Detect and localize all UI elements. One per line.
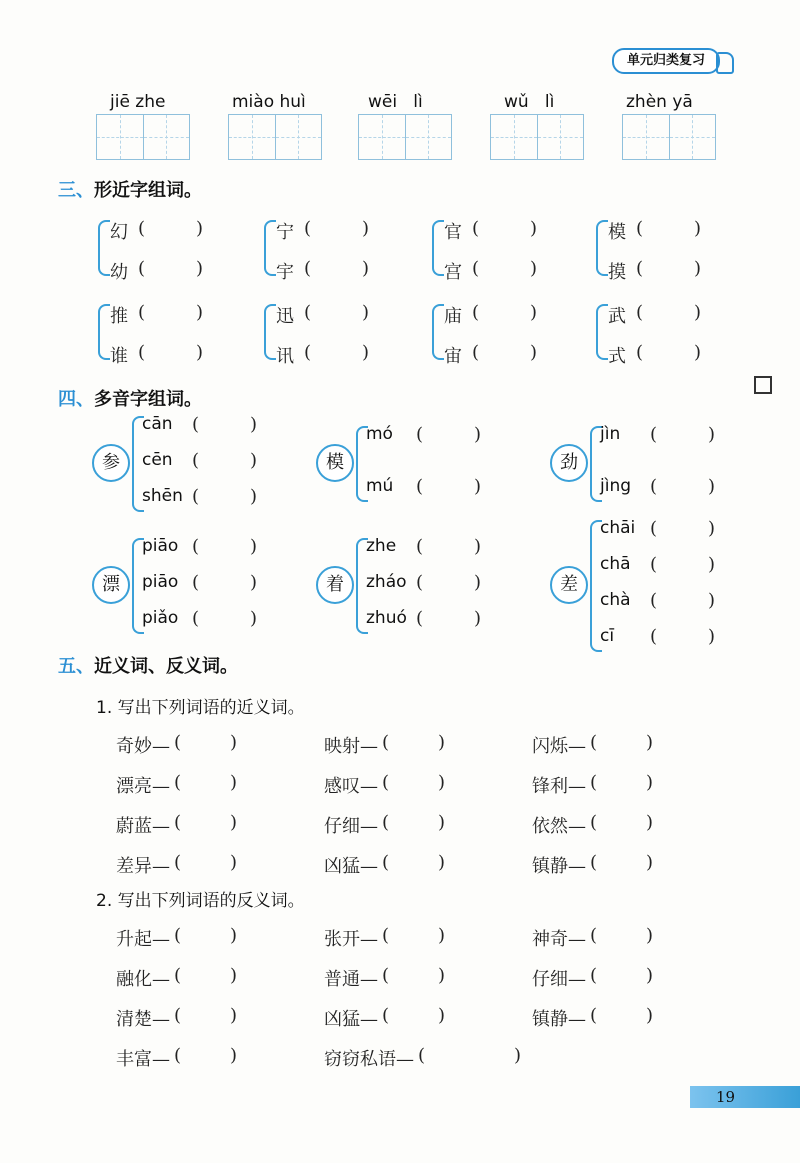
- answer-paren-close[interactable]: ): [438, 772, 446, 793]
- answer-paren-open: (: [590, 852, 598, 873]
- answer-paren-close[interactable]: ): [646, 965, 654, 986]
- answer-paren-open: (: [650, 424, 658, 445]
- answer-paren-open: (: [304, 302, 312, 323]
- pinyin-reading: mú: [366, 476, 394, 496]
- word-prompt: 锋利—: [532, 776, 586, 797]
- answer-paren-close[interactable]: ): [530, 302, 538, 323]
- answer-paren-open: (: [472, 258, 480, 279]
- answer-paren-close[interactable]: ): [474, 476, 482, 497]
- answer-paren-close[interactable]: ): [646, 732, 654, 753]
- answer-paren-close[interactable]: ): [646, 812, 654, 833]
- pinyin-label: wēi lì: [368, 92, 423, 112]
- answer-paren-open: (: [174, 1045, 182, 1066]
- answer-paren-close[interactable]: ): [474, 424, 482, 445]
- char: 宫: [444, 262, 462, 283]
- char: 宁: [276, 222, 294, 243]
- section-5-heading: 五、近义词、反义词。: [58, 656, 238, 677]
- brace: [98, 220, 110, 276]
- answer-paren-open: (: [138, 218, 146, 239]
- answer-paren-open: (: [636, 218, 644, 239]
- answer-paren-open: (: [636, 302, 644, 323]
- answer-paren-close[interactable]: ): [694, 342, 702, 363]
- answer-paren-open: (: [138, 342, 146, 363]
- word-prompt: 漂亮—: [116, 776, 170, 797]
- pinyin-reading: chà: [600, 590, 631, 610]
- answer-paren-open: (: [304, 258, 312, 279]
- answer-paren-open: (: [304, 218, 312, 239]
- answer-paren-open: (: [472, 342, 480, 363]
- word-prompt: 闪烁—: [532, 736, 586, 757]
- answer-paren-close[interactable]: ): [196, 302, 204, 323]
- answer-paren-open: (: [650, 626, 658, 647]
- char: 迅: [276, 306, 294, 327]
- char-flower: 劲: [550, 444, 588, 482]
- answer-paren-close[interactable]: ): [196, 342, 204, 363]
- word-prompt: 映射—: [324, 736, 378, 757]
- word-prompt: 蔚蓝—: [116, 816, 170, 837]
- answer-paren-open: (: [382, 965, 390, 986]
- answer-paren-open: (: [192, 450, 200, 471]
- pinyin-reading: piǎo: [142, 608, 179, 628]
- answer-paren-close[interactable]: ): [474, 608, 482, 629]
- char-flower: 着: [316, 566, 354, 604]
- answer-paren-close[interactable]: ): [362, 342, 370, 363]
- answer-paren-close[interactable]: ): [530, 342, 538, 363]
- pinyin-reading: shēn: [142, 486, 183, 506]
- word-prompt: 镇静—: [532, 1009, 586, 1030]
- answer-paren-open: (: [192, 414, 200, 435]
- answer-paren-close[interactable]: ): [230, 772, 238, 793]
- char: 模: [608, 222, 626, 243]
- page-number-bar: [690, 1086, 800, 1108]
- pinyin-reading: piāo: [142, 536, 179, 556]
- answer-paren-close[interactable]: ): [438, 965, 446, 986]
- answer-paren-close[interactable]: ): [438, 1005, 446, 1026]
- char: 幻: [110, 222, 128, 243]
- answer-paren-close[interactable]: ): [438, 852, 446, 873]
- word-prompt: 感叹—: [324, 776, 378, 797]
- answer-paren-open: (: [472, 302, 480, 323]
- answer-paren-close[interactable]: ): [694, 218, 702, 239]
- answer-paren-open: (: [304, 342, 312, 363]
- word-prompt: 神奇—: [532, 929, 586, 950]
- writing-grid[interactable]: [622, 114, 716, 160]
- answer-paren-open: (: [174, 925, 182, 946]
- answer-paren-open: (: [192, 486, 200, 507]
- answer-paren-close[interactable]: ): [230, 812, 238, 833]
- answer-paren-open: (: [174, 852, 182, 873]
- answer-paren-open: (: [192, 536, 200, 557]
- pinyin-label: miào huì: [232, 92, 306, 112]
- char: 官: [444, 222, 462, 243]
- brace: [264, 220, 276, 276]
- answer-paren-open: (: [192, 572, 200, 593]
- answer-paren-open: (: [416, 536, 424, 557]
- answer-paren-close[interactable]: ): [514, 1045, 522, 1066]
- answer-paren-open: (: [590, 732, 598, 753]
- char: 庙: [444, 306, 462, 327]
- brace: [98, 304, 110, 360]
- char: 式: [608, 346, 626, 367]
- word-prompt: 仔细—: [324, 816, 378, 837]
- pinyin-reading: mó: [366, 424, 393, 444]
- pinyin-reading: zháo: [366, 572, 407, 592]
- answer-paren-open: (: [590, 965, 598, 986]
- answer-paren-open: (: [382, 852, 390, 873]
- qr-code-icon: [754, 376, 772, 394]
- char: 摸: [608, 262, 626, 283]
- char-flower: 漂: [92, 566, 130, 604]
- word-prompt: 仔细—: [532, 969, 586, 990]
- pinyin-reading: zhe: [366, 536, 397, 556]
- answer-paren-close[interactable]: ): [474, 572, 482, 593]
- char: 讯: [276, 346, 294, 367]
- char-flower: 差: [550, 566, 588, 604]
- brace: [264, 304, 276, 360]
- word-prompt: 凶猛—: [324, 856, 378, 877]
- word-prompt: 窃窃私语—: [324, 1049, 414, 1070]
- page-number: 19: [716, 1088, 736, 1106]
- answer-paren-open: (: [636, 342, 644, 363]
- question-1-prompt: 1. 写出下列词语的近义词。: [96, 698, 305, 718]
- word-prompt: 升起—: [116, 929, 170, 950]
- word-prompt: 凶猛—: [324, 1009, 378, 1030]
- answer-paren-open: (: [192, 608, 200, 629]
- answer-paren-open: (: [650, 590, 658, 611]
- answer-paren-open: (: [382, 772, 390, 793]
- answer-paren-close[interactable]: ): [530, 218, 538, 239]
- brace: [432, 304, 444, 360]
- unit-review-badge: 单元归类复习: [612, 48, 720, 74]
- answer-paren-close[interactable]: ): [230, 965, 238, 986]
- answer-paren-close[interactable]: ): [250, 536, 258, 557]
- answer-paren-close[interactable]: ): [196, 258, 204, 279]
- word-prompt: 奇妙—: [116, 736, 170, 757]
- answer-paren-close[interactable]: ): [250, 486, 258, 507]
- answer-paren-open: (: [650, 518, 658, 539]
- pinyin-label: zhèn yā: [626, 92, 693, 112]
- answer-paren-close[interactable]: ): [708, 424, 716, 445]
- answer-paren-close[interactable]: ): [708, 626, 716, 647]
- answer-paren-close[interactable]: ): [438, 812, 446, 833]
- answer-paren-open: (: [650, 554, 658, 575]
- word-prompt: 普通—: [324, 969, 378, 990]
- answer-paren-open: (: [416, 572, 424, 593]
- char: 武: [608, 306, 626, 327]
- pinyin-reading: jìng: [600, 476, 632, 496]
- word-prompt: 张开—: [324, 929, 378, 950]
- answer-paren-close[interactable]: ): [250, 414, 258, 435]
- pinyin-label: jiē zhe: [110, 92, 166, 112]
- pinyin-reading: chā: [600, 554, 631, 574]
- question-2-prompt: 2. 写出下列词语的反义词。: [96, 891, 305, 911]
- answer-paren-close[interactable]: ): [646, 772, 654, 793]
- answer-paren-close[interactable]: ): [694, 302, 702, 323]
- answer-paren-open: (: [590, 1005, 598, 1026]
- answer-paren-close[interactable]: ): [230, 732, 238, 753]
- answer-paren-open: (: [382, 732, 390, 753]
- answer-paren-close[interactable]: ): [362, 218, 370, 239]
- answer-paren-close[interactable]: ): [474, 536, 482, 557]
- char: 幼: [110, 262, 128, 283]
- pinyin-reading: chāi: [600, 518, 636, 538]
- word-prompt: 依然—: [532, 816, 586, 837]
- answer-paren-open: (: [382, 925, 390, 946]
- answer-paren-close[interactable]: ): [230, 1005, 238, 1026]
- answer-paren-open: (: [650, 476, 658, 497]
- answer-paren-close[interactable]: ): [196, 218, 204, 239]
- char: 宙: [444, 346, 462, 367]
- answer-paren-close[interactable]: ): [646, 1005, 654, 1026]
- section-3-heading: 三、形近字组词。: [58, 180, 202, 201]
- brace: [596, 220, 608, 276]
- answer-paren-close[interactable]: ): [250, 572, 258, 593]
- answer-paren-close[interactable]: ): [708, 554, 716, 575]
- answer-paren-close[interactable]: ): [694, 258, 702, 279]
- answer-paren-close[interactable]: ): [362, 258, 370, 279]
- answer-paren-open: (: [416, 424, 424, 445]
- answer-paren-open: (: [174, 1005, 182, 1026]
- answer-paren-open: (: [382, 812, 390, 833]
- answer-paren-close[interactable]: ): [646, 852, 654, 873]
- answer-paren-open: (: [590, 812, 598, 833]
- pinyin-reading: cī: [600, 626, 615, 646]
- pinyin-reading: piāo: [142, 572, 179, 592]
- answer-paren-open: (: [138, 258, 146, 279]
- word-prompt: 融化—: [116, 969, 170, 990]
- answer-paren-open: (: [174, 772, 182, 793]
- answer-paren-open: (: [174, 812, 182, 833]
- word-prompt: 镇静—: [532, 856, 586, 877]
- answer-paren-open: (: [416, 608, 424, 629]
- pinyin-reading: cēn: [142, 450, 173, 470]
- section-4-heading: 四、多音字组词。: [58, 389, 202, 410]
- answer-paren-close[interactable]: ): [438, 925, 446, 946]
- answer-paren-open: (: [636, 258, 644, 279]
- answer-paren-open: (: [138, 302, 146, 323]
- answer-paren-open: (: [174, 732, 182, 753]
- answer-paren-close[interactable]: ): [708, 590, 716, 611]
- answer-paren-close[interactable]: ): [646, 925, 654, 946]
- char: 谁: [110, 346, 128, 367]
- answer-paren-open: (: [174, 965, 182, 986]
- answer-paren-open: (: [418, 1045, 426, 1066]
- answer-paren-close[interactable]: ): [530, 258, 538, 279]
- answer-paren-open: (: [472, 218, 480, 239]
- char: 推: [110, 306, 128, 327]
- answer-paren-open: (: [590, 925, 598, 946]
- pinyin-label: wǔ lì: [504, 92, 555, 112]
- writing-grid[interactable]: [96, 114, 190, 160]
- answer-paren-open: (: [416, 476, 424, 497]
- pinyin-reading: zhuó: [366, 608, 407, 628]
- char-flower: 参: [92, 444, 130, 482]
- answer-paren-open: (: [382, 1005, 390, 1026]
- answer-paren-close[interactable]: ): [708, 518, 716, 539]
- char-flower: 模: [316, 444, 354, 482]
- answer-paren-close[interactable]: ): [250, 608, 258, 629]
- pinyin-reading: jìn: [600, 424, 621, 444]
- answer-paren-open: (: [590, 772, 598, 793]
- char: 宇: [276, 262, 294, 283]
- writing-grid[interactable]: [490, 114, 584, 160]
- pinyin-reading: cān: [142, 414, 173, 434]
- writing-grid[interactable]: [228, 114, 322, 160]
- word-prompt: 差异—: [116, 856, 170, 877]
- answer-paren-close[interactable]: ): [250, 450, 258, 471]
- brace: [432, 220, 444, 276]
- word-prompt: 清楚—: [116, 1009, 170, 1030]
- answer-paren-close[interactable]: ): [230, 925, 238, 946]
- answer-paren-close[interactable]: ): [708, 476, 716, 497]
- word-prompt: 丰富—: [116, 1049, 170, 1070]
- answer-paren-close[interactable]: ): [438, 732, 446, 753]
- brace: [596, 304, 608, 360]
- answer-paren-close[interactable]: ): [230, 852, 238, 873]
- pointing-hand-icon: [716, 52, 734, 74]
- writing-grid[interactable]: [358, 114, 452, 160]
- answer-paren-close[interactable]: ): [230, 1045, 238, 1066]
- answer-paren-close[interactable]: ): [362, 302, 370, 323]
